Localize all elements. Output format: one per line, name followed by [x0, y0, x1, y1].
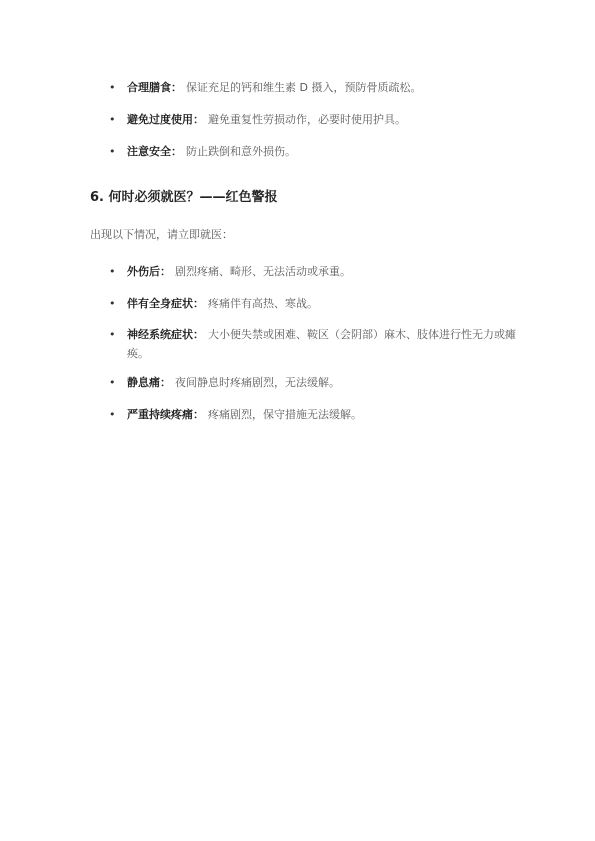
bullet-icon: • [109, 297, 116, 310]
list-item [109, 110, 517, 129]
section-heading: 6. 何时必须就医？——红色警报 [90, 190, 278, 205]
list-item [109, 262, 517, 281]
item-description: 剧烈疼痛、畸形、无法活动或承重。 [175, 265, 351, 278]
bullet-icon: • [109, 265, 116, 278]
bullet-icon: • [109, 113, 116, 126]
item-term: 严重持续疼痛： [127, 408, 204, 421]
list-item [109, 142, 517, 161]
list-item [109, 325, 517, 363]
bullet-icon: • [109, 328, 116, 341]
item-term: 静息痛： [127, 376, 171, 389]
item-description: 保证充足的钙和维生素 D 摄入，预防骨质疏松。 [186, 81, 422, 94]
bullet-icon: • [109, 408, 116, 421]
item-term: 神经系统症状： [127, 328, 204, 341]
list-item [109, 405, 517, 424]
item-term: 合理膳食： [127, 81, 182, 94]
item-description: 疼痛剧烈，保守措施无法缓解。 [208, 408, 362, 421]
item-description: 大小便失禁或困难、鞍区（会阴部）麻木、肢体进行性无力或瘫痪。 [127, 328, 516, 360]
item-description: 避免重复性劳损动作，必要时使用护具。 [208, 113, 406, 126]
item-description: 防止跌倒和意外损伤。 [186, 145, 296, 158]
item-term: 避免过度使用： [127, 113, 204, 126]
bullet-icon: • [109, 376, 116, 389]
list-item [109, 373, 517, 392]
list-item [109, 78, 517, 97]
item-term: 外伤后： [127, 265, 171, 278]
item-term: 伴有全身症状： [127, 297, 204, 310]
bullet-icon: • [109, 81, 116, 94]
list-item [109, 294, 517, 313]
item-description: 夜间静息时疼痛剧烈，无法缓解。 [175, 376, 340, 389]
section-intro: 出现以下情况，请立即就医： [90, 228, 233, 241]
bullet-icon: • [109, 145, 116, 158]
item-description: 疼痛伴有高热、寒战。 [208, 297, 318, 310]
item-term: 注意安全： [127, 145, 182, 158]
